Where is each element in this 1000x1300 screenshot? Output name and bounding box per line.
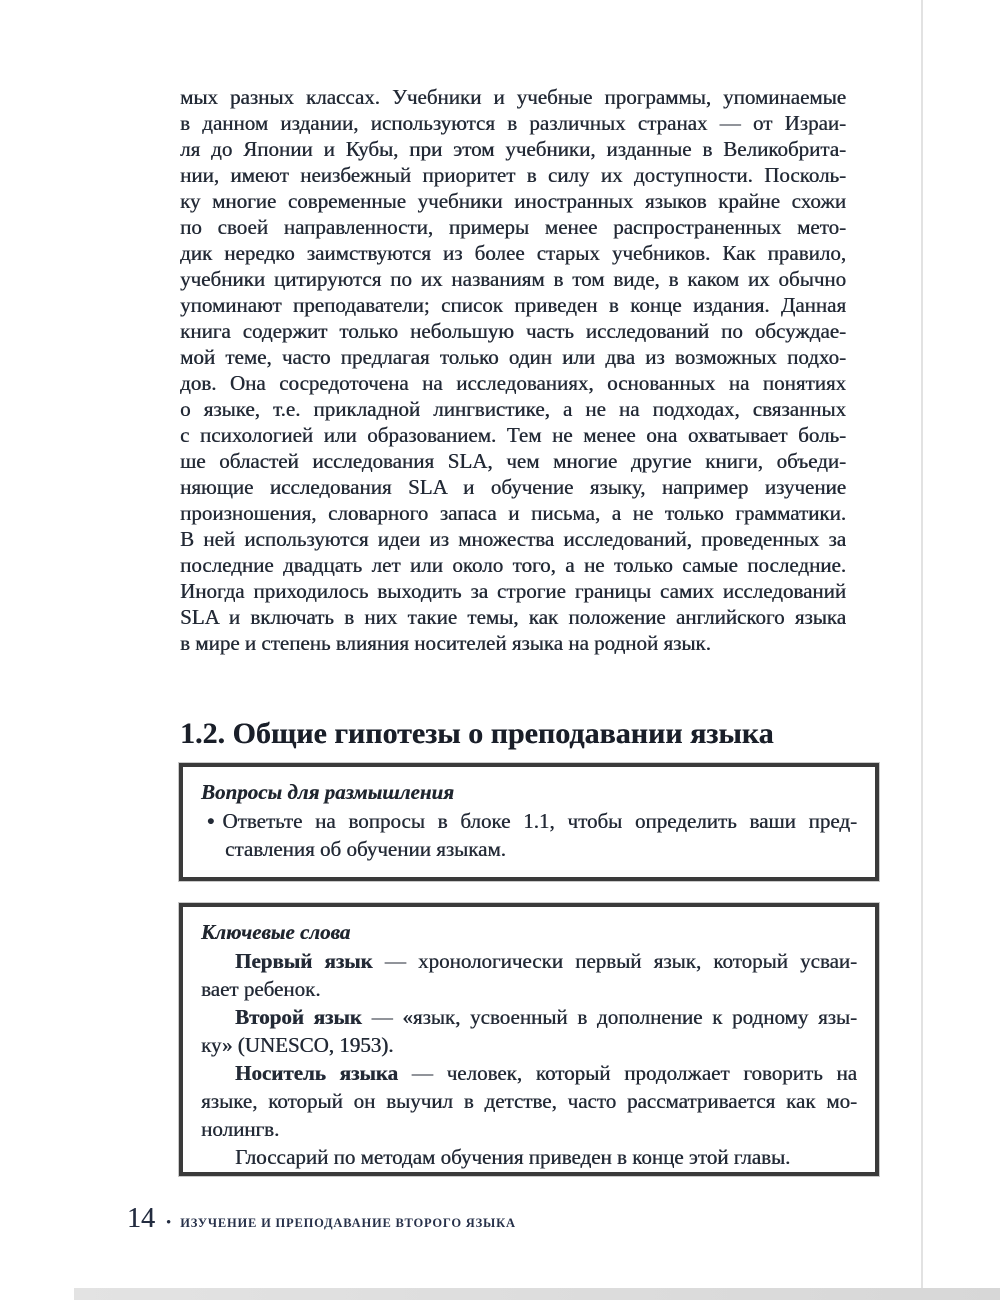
body-line: В ней используются идеи из множества исследований, проведенных за (180, 527, 846, 551)
body-paragraph (180, 84, 846, 656)
body-line: произношения, словарного запаса и письма, а не только грамматики. (180, 501, 846, 525)
reflection-item-continuation: ставления об обучении языкам. (225, 837, 506, 861)
body-line: о языке, т.е. прикладной лингвистике, а не на подходах, связанных (180, 397, 846, 421)
keyword-definition: — хронологически первый язык, который усваи- (372, 949, 857, 973)
running-title: ИЗУЧЕНИЕ И ПРЕПОДАВАНИЕ ВТОРОГО ЯЗЫКА (180, 1216, 516, 1230)
body-line: мых разных классах. Учебники и учебные программы, упоминаемые (180, 85, 846, 109)
body-line: нии, имеют неизбежный приоритет в силу их доступности. Посколь- (180, 163, 846, 187)
footer-separator-dot: • (166, 1215, 172, 1231)
bullet-glyph: • (207, 809, 215, 833)
body-line: дик нередко заимствуются из более старых учебников. Как правило, (180, 241, 846, 265)
body-line: Иногда приходилось выходить за строгие границы самих исследований (180, 579, 846, 603)
reflection-item-text: Ответьте на вопросы в блоке 1.1, чтобы определить ваши пред- (222, 809, 857, 833)
keywords-box (179, 903, 879, 1176)
body-line: по своей направленности, примеры менее распространенных мето- (180, 215, 846, 239)
keyword-entry-continuation: языке, который он выучил в детстве, часто рассматривается как мо- (201, 1089, 857, 1113)
keyword-term: Первый язык (235, 949, 373, 973)
reflection-box-title: Вопросы для размышления (201, 780, 454, 804)
body-line: мой теме, часто предлагая только один или два из возможных подхо- (180, 345, 846, 369)
body-line: книга содержит только небольшую часть исследований по обсуждае- (180, 319, 846, 343)
keyword-term: Носитель языка (235, 1061, 399, 1085)
body-line: последние двадцать лет или около того, а не только самые последние. (180, 553, 846, 577)
body-line: ля до Японии и Кубы, при этом учебники, изданные в Великобрита- (180, 137, 846, 161)
body-line: с психологией или образованием. Тем не менее она охватывает боль- (180, 423, 846, 447)
keyword-definition: — «язык, усвоенный в дополнение к родному язы- (361, 1005, 857, 1029)
scan-shadow-band (74, 1288, 1000, 1300)
keyword-entry-continuation: нолингв. (201, 1117, 280, 1141)
body-line: SLA и включать в них такие темы, как положение английского языка (180, 605, 846, 629)
keyword-entry-line (201, 1003, 857, 1031)
body-line: в мире и степень влияния носителей языка на родной язык. (180, 631, 711, 655)
page-edge-line (921, 0, 923, 1290)
keyword-term: Второй язык (235, 1005, 362, 1029)
body-line: упоминают преподаватели; список приведен в конце издания. Данная (180, 293, 846, 317)
body-line: в данном издании, используются в различных странах — от Израи- (180, 111, 846, 135)
reflection-questions-box (179, 763, 879, 881)
keyword-entry-continuation: вает ребенок. (201, 977, 321, 1001)
body-line: няющие исследования SLA и обучение языку, например изучение (180, 475, 846, 499)
keyword-entry-line (201, 1059, 857, 1087)
body-line: ше областей исследования SLA, чем многие другие книги, объеди- (180, 449, 846, 473)
keywords-closing-line: Глоссарий по методам обучения приведен в конце этой главы. (235, 1145, 791, 1169)
keywords-box-title: Ключевые слова (201, 920, 351, 944)
page-footer (127, 1203, 516, 1235)
body-line: дов. Она сосредоточена на исследованиях, основанных на понятиях (180, 371, 846, 395)
keyword-entry-continuation: ку» (UNESCO, 1953). (201, 1033, 394, 1057)
keyword-entry-line (201, 947, 857, 975)
section-heading: 1.2. Общие гипотезы о преподавании языка (180, 716, 774, 750)
reflection-bullet-line (201, 807, 857, 835)
page-number: 14 (127, 1203, 155, 1234)
body-line: ку многие современные учебники иностранных языков крайне схожи (180, 189, 846, 213)
keyword-definition: — человек, который продолжает говорить на (398, 1061, 857, 1085)
body-line: учебники цитируются по их названиям в том виде, в каком их обычно (180, 267, 846, 291)
